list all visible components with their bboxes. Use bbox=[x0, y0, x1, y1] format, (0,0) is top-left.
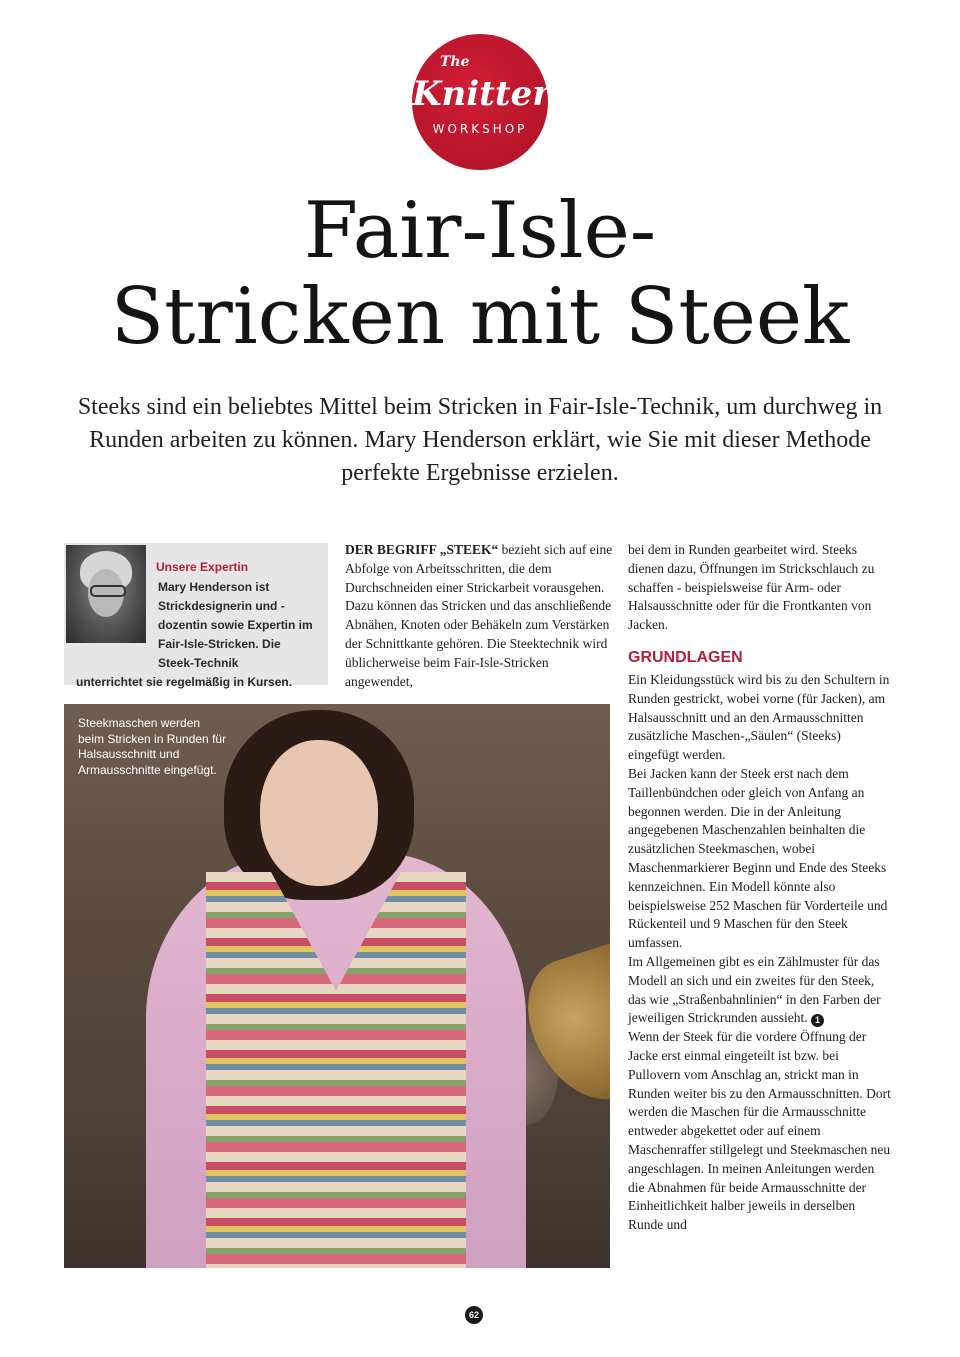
expert-heading: Unsere Expertin bbox=[156, 560, 249, 574]
column-1-body: bezieht sich auf eine Abfolge von Arbeitsschritten, die dem Durchschneiden einer Strickarbeit vorausgehen. Dazu können das Stricken und das anschließende Abnähen, Knoten oder Behäkeln zum Verstärken der Schnittkante gehören. Die Steektechnik wird üblicherweise beim Fair-Isle-Stricken angewendet, bbox=[345, 542, 613, 689]
photo-caption: Steekmaschen werden beim Stricken in Runden für Halsausschnitt und Armausschnitte eingefügt. bbox=[78, 716, 227, 777]
column-1-lead-in: DER BEGRIFF „STEEK“ bbox=[345, 542, 499, 557]
column-1-text bbox=[345, 541, 613, 691]
title-line-1: Fair-Isle- bbox=[303, 186, 657, 276]
logo-name: Knitter bbox=[412, 74, 551, 114]
expert-bio bbox=[76, 578, 320, 692]
section-heading-grundlagen: GRUNDLAGEN bbox=[628, 649, 743, 666]
paragraph: Wenn der Steek für die vordere Öffnung der Jacke erst einmal eingeteilt ist bzw. bei Pullovern vom Anschlag an, strickt man in Runden weiter bis zu den Armausschnitten. Dort werden die Maschen für die Armausschnitte entweder abgekettet oder auf einem Maschenraffer stillgelegt und Steekmaschen neu angeschlagen. In meinen Anleitungen werden die Abnahmen für beide Armausschnitte der Einheitlichkeit halber jeweils in derselben Runde und bbox=[628, 1029, 891, 1233]
expert-box bbox=[64, 543, 328, 689]
figure-marker: 1 bbox=[811, 1014, 824, 1027]
logo-the: The bbox=[440, 54, 470, 70]
column-2-intro: bei dem in Runden gearbeitet wird. Steeks dienen dazu, Öffnungen im Strickschlauch zu schaffen - beispielsweise für Arm- oder Halsausschnitte oder für die Frontkanten von Jacken. bbox=[628, 542, 875, 633]
paragraph-text: Im Allgemeinen gibt es ein Zählmuster für das Modell an sich und ein zweites für den Steek, das wie „Straßenbahnlinien“ in den Farben der jeweiligen Strickrunden aussieht. bbox=[628, 953, 881, 1026]
title-line-2: Stricken mit Steek bbox=[110, 272, 850, 362]
page-number: 62 bbox=[465, 1306, 483, 1324]
article-title bbox=[0, 188, 960, 360]
expert-bio-indented: Mary Henderson ist Strickdesignerin und -dozentin sowie Expertin im Fair-Isle-Stricken. Die Steek-Technik bbox=[158, 580, 313, 670]
expert-bio-full: unterrichtet sie regelmäßig in Kursen. bbox=[76, 675, 293, 689]
paragraph bbox=[628, 953, 892, 1028]
article-lead: Steeks sind ein beliebtes Mittel beim Stricken in Fair-Isle-Technik, um durchweg in Runden arbeiten zu können. Mary Henderson erklärt, wie Sie mit dieser Methode perfekte Ergebnisse erzielen. bbox=[77, 394, 883, 486]
paragraph: Ein Kleidungsstück wird bis zu den Schultern in Runden gestrickt, wobei vorne (für Jacken), am Halsausschnitt und an den Armausschnitten zusätzliche Maschen-„Säulen“ (Steeks) eingefügt werden. bbox=[628, 672, 890, 763]
column-2-body bbox=[628, 671, 892, 1235]
logo-workshop: WORKSHOP bbox=[432, 122, 528, 136]
model-photo bbox=[64, 704, 610, 1268]
paragraph: Bei Jacken kann der Steek erst nach dem Taillenbündchen oder gleich von Anfang an begonnen werden. Die in der Anleitung angegebenen Maschenzahlen beinhalten die zusätzlichen Steekmaschen, wobei Maschenmarkierer Beginn und Ende des Steeks kennzeichnen. Ein Modell könnte also beispielsweise 252 Maschen für Vorderteile und Rückenteil und 9 Maschen für den Steek umfassen. bbox=[628, 765, 888, 951]
knitter-workshop-logo bbox=[412, 34, 551, 170]
